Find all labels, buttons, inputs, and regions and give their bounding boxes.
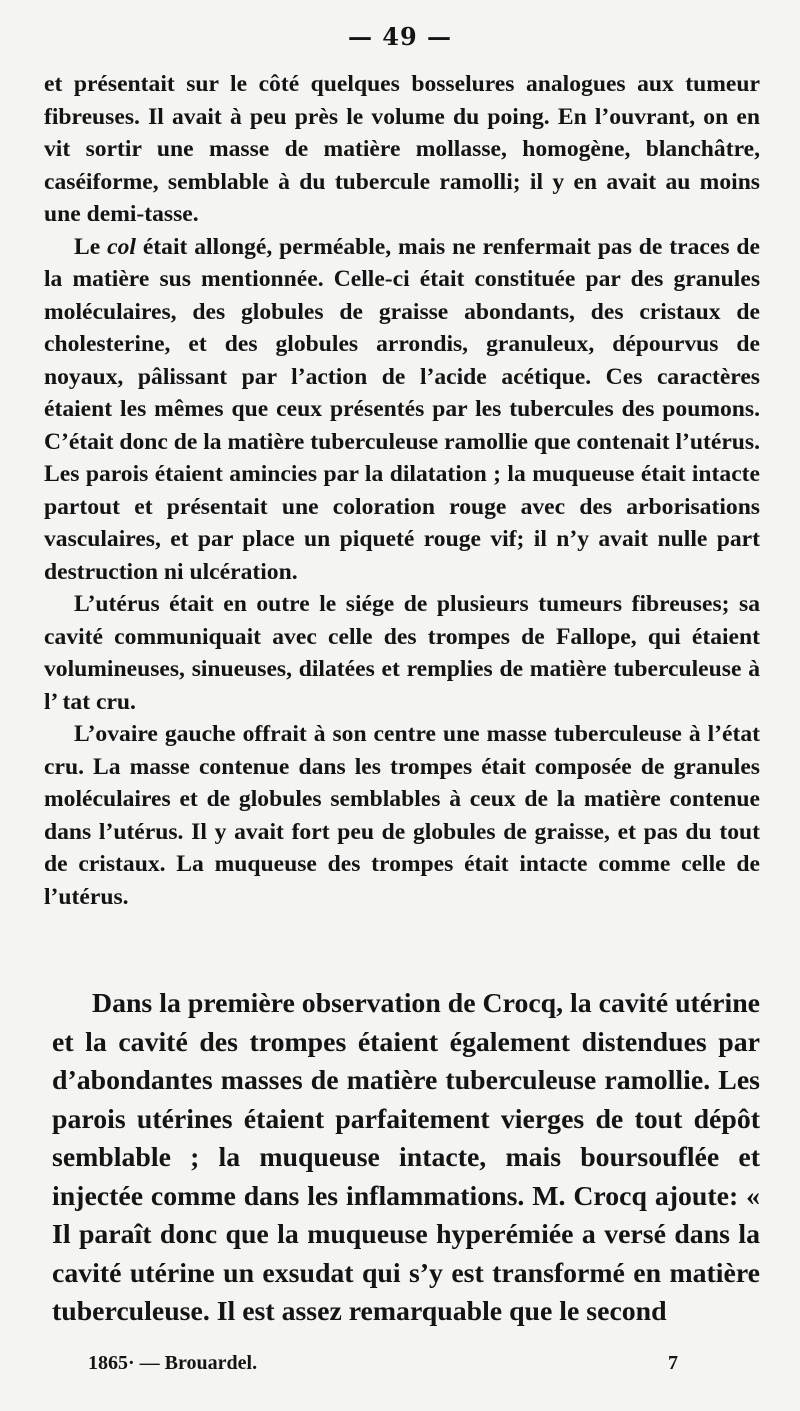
paragraph: et présentait sur le côté quelques bosselures analogues aux tumeur fibreuses. Il avait à peu près le volume du poing. En l’ouvrant, on en vit sortir une masse de matière mollasse, homogène, blanchâtre, caséiforme, semblable à du tubercule ramolli; il y en avait au moins une demi-tasse. xyxy=(44,71,760,227)
text-run: Le xyxy=(74,233,108,260)
paragraph xyxy=(44,231,760,589)
printer-signature: 1865· — Brouardel. xyxy=(88,1352,258,1374)
page-number: — 49 — xyxy=(347,22,453,51)
sheet-number: 7 xyxy=(668,1352,678,1374)
small-print-block xyxy=(44,68,760,913)
paragraph: Dans la première observation de Crocq, la cavité utérine et la cavité des trompes étaient également distendues par d’abondantes masses de matière tuberculeuse ramollie. Les parois utérines étaient parfaitement vierges de tout dépôt semblable ; la muqueuse intacte, mais boursouflée et injectée comme dans les inflammations. M. Crocq ajoute: « Il paraît donc que la muqueuse hyperémiée a versé dans la cavité utérine un exsudat qui s’y est transformé en matière tuberculeuse. Il est assez remarquable que le second xyxy=(52,988,760,1327)
page-footer xyxy=(88,1352,678,1375)
paragraph: L’ovaire gauche offrait à son centre une masse tuberculeuse à l’état cru. La masse contenue dans les trompes était composée de granules moléculaires et de globules semblables à ceux de la matière contenue dans l’utérus. Il y avait fort peu de globules de graisse, et pas du tout de cristaux. La muqueuse des trompes était intacte comme celle de l’utérus. xyxy=(44,721,760,910)
body-text-block xyxy=(52,985,760,1332)
text-run: était allongé, perméable, mais ne renfermait pas de traces de la matière sus mentionnée. Celle-ci était constituée par des granules moléculaires, des globules de graisse abondants, des cristaux de cholesterine, et des globules arrondis, granuleux, dépourvus de noyaux, pâlissant par l’action de l’acide acétique. Ces caractères étaient les mêmes que ceux présentés par les tubercules des poumons. C’était donc de la matière tuberculeuse ramollie que contenait l’utérus. Les parois étaient amincies par la dilatation ; la muqueuse était intacte partout et présentait une coloration rouge avec des arborisations vasculaires, et par place un piqueté rouge vif; il n’y avait nulle part destruction ni ulcération. xyxy=(44,233,761,585)
paragraph: L’utérus était en outre le siége de plusieurs tumeurs fibreuses; sa cavité communiquait avec celle des trompes de Fallope, qui étaient volumineuses, sinueuses, dilatées et remplies de matière tuberculeuse à l’ tat cru. xyxy=(44,591,760,715)
italic-term: col xyxy=(107,233,136,260)
